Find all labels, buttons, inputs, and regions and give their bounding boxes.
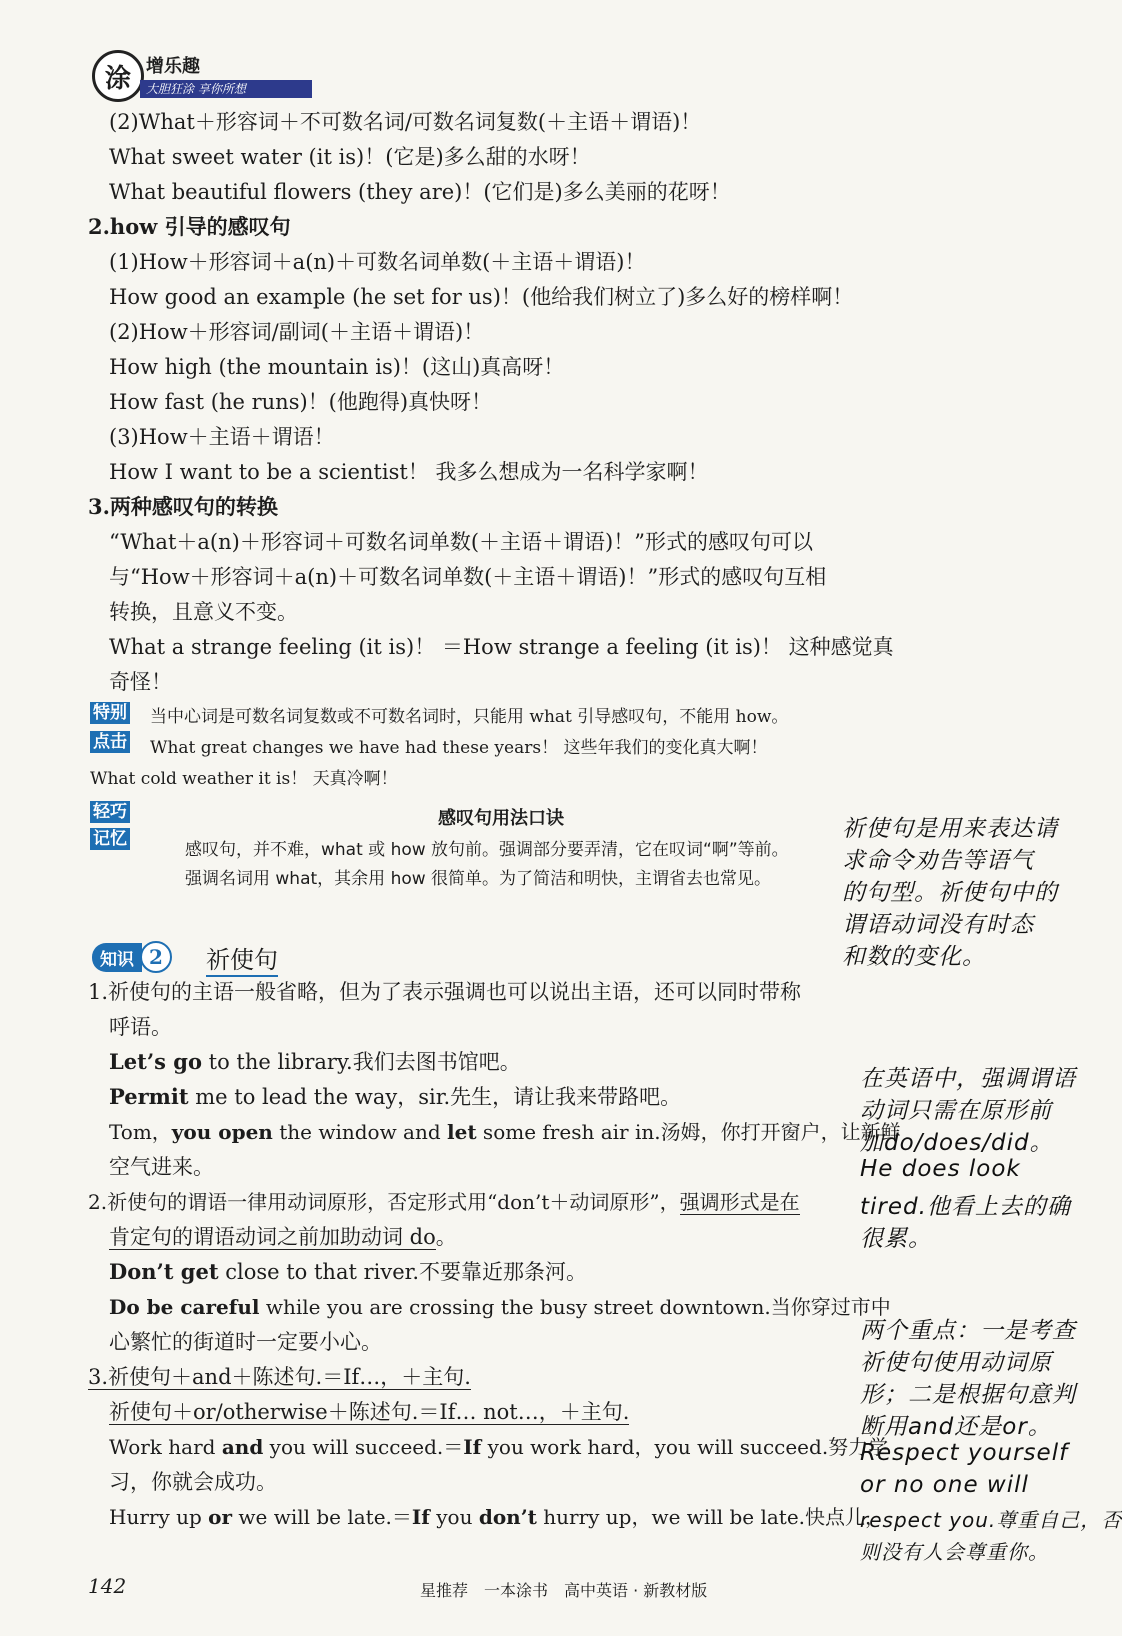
handwritten-note: or no one will [860, 1472, 1029, 1498]
handwritten-note: He does look [860, 1156, 1021, 1182]
section-heading: 2.how 引导的感叹句 [88, 214, 291, 239]
text-line: 祈使句＋or/otherwise＋陈述句.＝If… not…，＋主句. [109, 1400, 630, 1424]
handwritten-note: 则没有人会尊重你。 [860, 1540, 1049, 1564]
handwritten-note: tired.他看上去的确 [860, 1194, 1071, 1220]
handwritten-note: 求命令劝告等语气 [842, 848, 1034, 874]
knowledge-title: 祈使句 [206, 940, 278, 977]
example-line: Do be careful while you are crossing the busy street downtown.当你穿过市中 [109, 1295, 891, 1319]
text-line: “What＋a(n)＋形容词＋可数名词单数(＋主语＋谓语)！”形式的感叹句可以 [109, 530, 813, 554]
special-tip-text: What great changes we have had these years！ 这些年我们的变化真大啊！ [150, 738, 768, 758]
handwritten-note: 断用and还是or。 [860, 1414, 1052, 1440]
section-heading: 3.祈使句＋and＋陈述句.＝If…，＋主句. [88, 1365, 471, 1389]
handwritten-note: 加do/does/did。 [860, 1130, 1054, 1156]
handwritten-note: 动词只需在原形前 [860, 1098, 1052, 1124]
text-line: What beautiful flowers (they are)！(它们是)多么美丽的花呀！ [109, 180, 731, 204]
memory-title: 感叹句用法口诀 [438, 808, 564, 829]
memory-text: 感叹句，并不难，what 或 how 放句前。强调部分要弄清，它在叹词“啊”等前。 [185, 840, 789, 860]
text-line: 与“How＋形容词＋a(n)＋可数名词单数(＋主语＋谓语)！”形式的感叹句互相 [109, 565, 827, 589]
handwritten-note: 的句型。祈使句中的 [842, 880, 1058, 906]
handwritten-note: 和数的变化。 [842, 944, 986, 970]
page-number: 142 [88, 1574, 127, 1598]
handwritten-note: 在英语中，强调谓语 [860, 1066, 1076, 1092]
text-line: (3)How＋主语＋谓语！ [109, 425, 335, 449]
handwritten-note: 两个重点：一是考查 [860, 1318, 1076, 1344]
brand-name: 增乐趣 [146, 56, 200, 77]
text-line: 奇怪！ [109, 670, 172, 694]
text-line: 习，你就会成功。 [109, 1470, 277, 1494]
text-line: (2)What＋形容词＋不可数名词/可数名词复数(＋主语＋谓语)！ [109, 110, 702, 134]
example-line: Don’t get close to that river.不要靠近那条河。 [109, 1259, 588, 1284]
handwritten-note: Respect yourself [860, 1440, 1069, 1466]
text-line: 转换，且意义不变。 [109, 600, 298, 624]
text-line: What sweet water (it is)！(它是)多么甜的水呀！ [109, 145, 591, 169]
brand-slogan: 大胆狂涂 享你所想 [140, 80, 312, 98]
text-line: (1)How＋形容词＋a(n)＋可数名词单数(＋主语＋谓语)！ [109, 250, 646, 274]
special-tip-text: What cold weather it is！ 天真冷啊！ [90, 769, 398, 789]
memory-tag: 轻巧 [90, 801, 130, 823]
footer-book-title: 星推荐 一本涂书 高中英语 · 新教材版 [420, 1581, 708, 1600]
text-line: 空气进来。 [109, 1155, 214, 1179]
text-line: 肯定句的谓语动词之前加助动词 do。 [109, 1225, 457, 1249]
knowledge-badge: 知识 2 [92, 941, 172, 973]
example-line: Tom，you open the window and let some fresh air in.汤姆，你打开窗户，让新鲜 [109, 1120, 901, 1144]
special-tip-tag: 点击 [90, 731, 130, 753]
example-line: Hurry up or we will be late.＝If you don’t hurry up，we will be late.快点儿， [109, 1505, 886, 1529]
text-line: How high (the mountain is)！(这山)真高呀！ [109, 355, 565, 379]
text-line: 呼语。 [109, 1015, 172, 1039]
brand-logo-icon: 涂 [92, 50, 144, 102]
memory-tag: 记忆 [90, 828, 130, 850]
example-line: Work hard and you will succeed.＝If you work hard，you will succeed.努力学 [109, 1435, 889, 1459]
handwritten-note: 祈使句是用来表达请 [842, 816, 1058, 842]
section-heading: 1.祈使句的主语一般省略，但为了表示强调也可以说出主语，还可以同时带称 [88, 980, 802, 1004]
special-tip-text: 当中心词是可数名词复数或不可数名词时，只能用 what 引导感叹句，不能用 how。 [150, 707, 789, 727]
example-line: Let’s go to the library.我们去图书馆吧。 [109, 1049, 521, 1074]
handwritten-note: 很累。 [860, 1226, 932, 1252]
section-heading: 3.两种感叹句的转换 [88, 494, 278, 519]
text-line: How fast (he runs)！(他跑得)真快呀！ [109, 390, 493, 414]
memory-text: 强调名词用 what，其余用 how 很简单。为了简洁和明快，主谓省去也常见。 [185, 869, 772, 889]
example-line: Permit me to lead the way，sir.先生，请让我来带路吧。 [109, 1084, 682, 1109]
handwritten-note: respect you.尊重自己，否 [860, 1508, 1122, 1532]
text-line: How good an example (he set for us)！(他给我们树立了)多么好的榜样啊！ [109, 285, 854, 309]
text-line: 心繁忙的街道时一定要小心。 [109, 1330, 382, 1354]
text-line: How I want to be a scientist！ 我多么想成为一名科学家啊！ [109, 460, 709, 484]
text-line: (2)How＋形容词/副词(＋主语＋谓语)！ [109, 320, 485, 344]
handwritten-note: 形；二是根据句意判 [860, 1382, 1076, 1408]
section-heading: 2.祈使句的谓语一律用动词原形，否定形式用“don’t＋动词原形”，强调形式是在 [88, 1190, 800, 1214]
special-tip-tag: 特别 [90, 702, 130, 724]
text-line: What a strange feeling (it is)！ ＝How strange a feeling (it is)！ 这种感觉真 [109, 635, 894, 659]
handwritten-note: 祈使句使用动词原 [860, 1350, 1052, 1376]
handwritten-note: 谓语动词没有时态 [842, 912, 1034, 938]
